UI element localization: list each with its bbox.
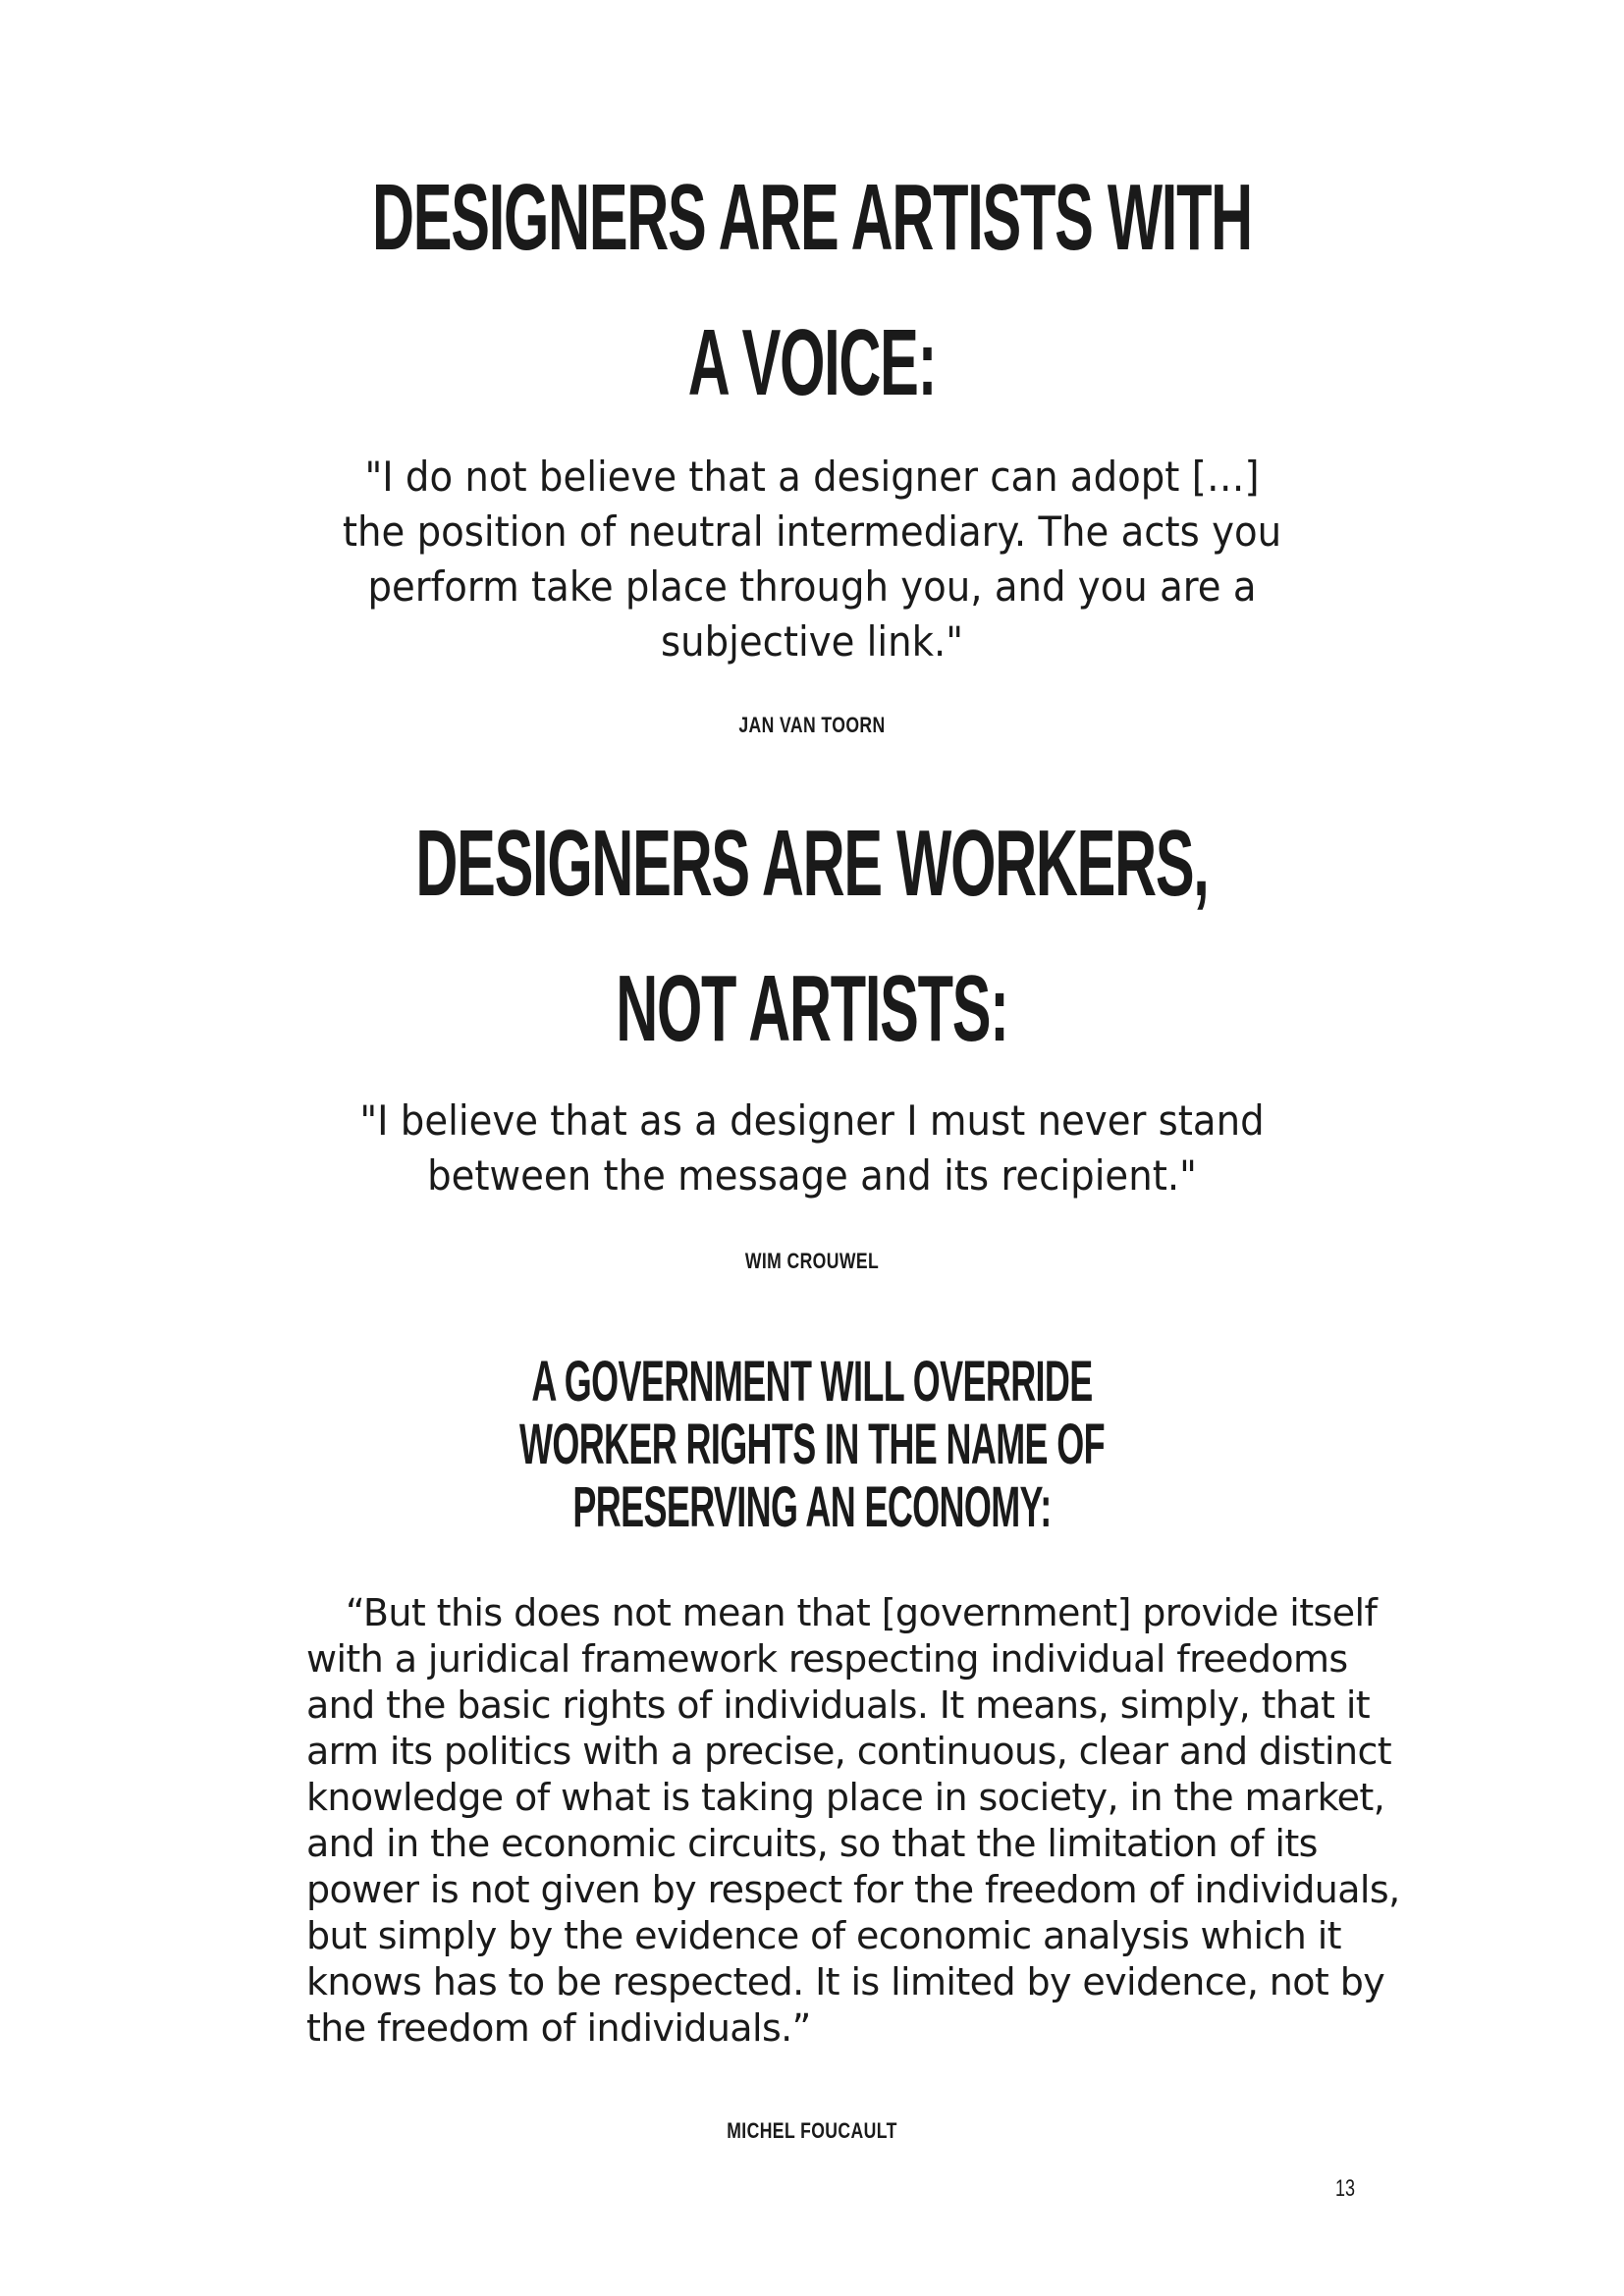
quote-line: but simply by the evidence of economic analysis which it [306,1914,1341,1957]
quote-line: arm its politics with a precise, continuous, clear and distinct [306,1730,1392,1773]
heading-line: PRESERVING AN ECONOMY: [572,1475,1052,1539]
section-heading-artists-with-voice [308,145,1315,436]
heading-line: A GOVERNMENT WILL OVERRIDE [531,1350,1093,1414]
quote-line: knows has to be respected. It is limited by evidence, not by [306,1960,1385,2003]
quote-line: power is not given by respect for the freedom of individuals, [306,1868,1400,1911]
heading-line: A VOICE: [687,310,937,415]
attribution-wim-crouwel: WIM CROUWEL [744,1249,880,1273]
quote-wim-crouwel [65,1094,1559,1203]
heading-line: WORKER RIGHTS IN THE NAME OF [519,1413,1105,1476]
attribution-michel-foucault: MICHEL FOUCAULT [727,2118,897,2143]
quote-line: knowledge of what is taking place in society, in the market, [306,1776,1385,1819]
quote-michel-foucault [306,1590,1400,2052]
quote-line: "I do not believe that a designer can adopt […] [364,453,1260,501]
quote-line: the position of neutral intermediary. The acts you [342,507,1282,556]
attribution-jan-van-toorn: JAN VAN TOORN [738,713,886,737]
heading-line: DESIGNERS ARE ARTISTS WITH [372,165,1252,270]
quote-jan-van-toorn [65,450,1559,669]
heading-line: NOT ARTISTS: [616,956,1008,1061]
quote-line: and in the economic circuits, so that the limitation of its [306,1822,1318,1865]
quote-line: “But this does not mean that [government] provide itself [346,1591,1378,1634]
quote-line: perform take place through you, and you are a [367,562,1257,611]
section-heading-workers-not-artists [308,791,1315,1082]
quote-line: subjective link." [660,617,964,666]
quote-line: the freedom of individuals.” [306,2006,811,2050]
quote-line: with a juridical framework respecting individual freedoms [306,1637,1348,1681]
section-heading-government-override [308,1351,1315,1539]
page-number: 13 [1334,2175,1356,2202]
quote-line: and the basic rights of individuals. It means, simply, that it [306,1683,1371,1727]
heading-line: DESIGNERS ARE WORKERS, [415,811,1209,916]
quote-line: "I believe that as a designer I must never stand [359,1096,1265,1145]
quote-line: between the message and its recipient." [427,1151,1197,1200]
